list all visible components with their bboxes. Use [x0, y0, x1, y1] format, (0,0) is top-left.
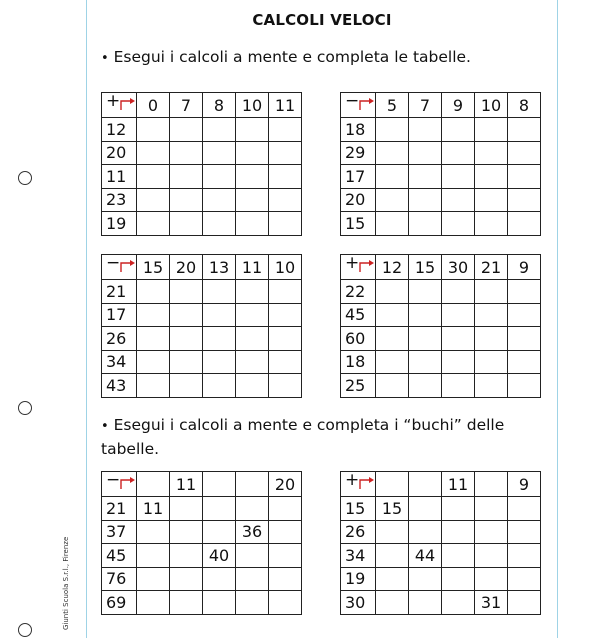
answer-cell[interactable] — [236, 327, 269, 351]
header-cell — [203, 472, 236, 497]
answer-cell[interactable] — [376, 212, 409, 236]
header-cell — [236, 472, 269, 497]
answer-cell[interactable] — [269, 591, 302, 615]
answer-cell[interactable] — [442, 280, 475, 304]
header-cell: 13 — [203, 255, 236, 280]
answer-cell[interactable] — [508, 188, 541, 212]
answer-cell[interactable] — [409, 165, 442, 189]
answer-cell[interactable] — [475, 520, 508, 544]
answer-cell[interactable] — [137, 280, 170, 304]
header-cell: 9 — [508, 472, 541, 497]
header-cell: 30 — [442, 255, 475, 280]
row-operand-cell: 12 — [102, 118, 137, 142]
answer-cell[interactable]: 36 — [236, 520, 269, 544]
answer-cell[interactable]: 44 — [409, 544, 442, 568]
answer-cell[interactable] — [376, 118, 409, 142]
header-cell — [137, 472, 170, 497]
header-cell: 11 — [442, 472, 475, 497]
operator-cell — [102, 472, 137, 497]
publisher-credit: Giunti Scuola S.r.l., Firenze — [62, 536, 70, 630]
answer-cell[interactable] — [269, 374, 302, 398]
table-header-row — [341, 472, 541, 497]
answer-cell[interactable] — [376, 165, 409, 189]
answer-cell[interactable] — [442, 544, 475, 568]
binder-hole — [18, 623, 32, 637]
table-row — [102, 591, 302, 615]
answer-cell[interactable] — [475, 327, 508, 351]
answer-cell[interactable] — [508, 374, 541, 398]
instruction-2-text: Esegui i calcoli a mente e completa i “buchi” delle tabelle. — [101, 416, 505, 458]
answer-cell[interactable] — [376, 544, 409, 568]
answer-cell[interactable] — [475, 497, 508, 521]
row-operand-cell: 60 — [341, 327, 376, 351]
answer-cell[interactable] — [137, 165, 170, 189]
row-operand-cell: 18 — [341, 350, 376, 374]
instruction-1-text: Esegui i calcoli a mente e completa le tabelle. — [113, 48, 471, 66]
answer-cell[interactable] — [170, 303, 203, 327]
answer-cell[interactable] — [508, 520, 541, 544]
answer-cell[interactable] — [409, 497, 442, 521]
header-cell: 21 — [475, 255, 508, 280]
table-row — [341, 303, 541, 327]
answer-cell[interactable] — [203, 327, 236, 351]
row-operand-cell: 22 — [341, 280, 376, 304]
answer-cell[interactable] — [508, 567, 541, 591]
answer-cell[interactable] — [442, 303, 475, 327]
operator-symbol — [106, 255, 136, 275]
answer-cell[interactable] — [475, 280, 508, 304]
answer-cell[interactable] — [376, 327, 409, 351]
table-row — [341, 212, 541, 236]
table-row — [341, 497, 541, 521]
answer-cell[interactable] — [203, 520, 236, 544]
row-operand-cell: 29 — [341, 141, 376, 165]
row-operand-cell: 34 — [341, 544, 376, 568]
answer-cell[interactable] — [137, 350, 170, 374]
row-operand-cell: 17 — [102, 303, 137, 327]
answer-cell[interactable] — [203, 212, 236, 236]
answer-cell[interactable] — [269, 188, 302, 212]
row-operand-cell: 17 — [341, 165, 376, 189]
answer-cell[interactable] — [236, 544, 269, 568]
table-row — [102, 303, 302, 327]
arrow-right-icon — [119, 259, 137, 273]
answer-cell[interactable] — [137, 567, 170, 591]
row-operand-cell: 34 — [102, 350, 137, 374]
answer-cell[interactable] — [409, 567, 442, 591]
table-row — [102, 327, 302, 351]
answer-cell[interactable] — [508, 303, 541, 327]
table-row — [341, 188, 541, 212]
calc-table-1 — [101, 92, 302, 236]
bullet: • — [101, 419, 109, 434]
answer-cell[interactable] — [203, 165, 236, 189]
row-operand-cell: 19 — [341, 567, 376, 591]
row-operand-cell: 20 — [341, 188, 376, 212]
answer-cell[interactable] — [475, 374, 508, 398]
answer-cell[interactable] — [508, 165, 541, 189]
row-operand-cell: 23 — [102, 188, 137, 212]
answer-cell[interactable] — [409, 280, 442, 304]
answer-cell[interactable] — [376, 280, 409, 304]
header-cell — [376, 472, 409, 497]
header-cell: 15 — [137, 255, 170, 280]
row-operand-cell: 37 — [102, 520, 137, 544]
answer-cell[interactable] — [508, 327, 541, 351]
table-row — [341, 118, 541, 142]
operator-cell — [341, 93, 376, 118]
operator-sign: − — [345, 91, 360, 111]
answer-cell[interactable] — [269, 141, 302, 165]
answer-cell[interactable] — [269, 350, 302, 374]
answer-cell[interactable] — [203, 118, 236, 142]
answer-cell[interactable]: 40 — [203, 544, 236, 568]
answer-cell[interactable] — [170, 544, 203, 568]
operator-symbol — [345, 93, 375, 113]
answer-cell[interactable] — [203, 497, 236, 521]
answer-cell[interactable] — [376, 567, 409, 591]
answer-cell[interactable] — [236, 141, 269, 165]
answer-cell[interactable] — [376, 303, 409, 327]
operator-cell — [102, 93, 137, 118]
answer-cell[interactable] — [409, 591, 442, 615]
answer-cell[interactable] — [137, 327, 170, 351]
row-operand-cell: 18 — [341, 118, 376, 142]
answer-cell[interactable] — [236, 212, 269, 236]
calc-table-5 — [101, 471, 302, 615]
operator-cell — [102, 255, 137, 280]
table-header-row — [341, 93, 541, 118]
table-row — [341, 591, 541, 615]
answer-cell[interactable] — [475, 212, 508, 236]
answer-cell[interactable] — [137, 212, 170, 236]
row-operand-cell: 21 — [102, 280, 137, 304]
answer-cell[interactable] — [137, 374, 170, 398]
answer-cell[interactable] — [236, 374, 269, 398]
answer-cell[interactable] — [508, 591, 541, 615]
answer-cell[interactable] — [409, 118, 442, 142]
answer-cell[interactable] — [236, 188, 269, 212]
answer-cell[interactable] — [170, 497, 203, 521]
answer-cell[interactable] — [376, 350, 409, 374]
header-cell: 10 — [236, 93, 269, 118]
operator-symbol — [106, 93, 136, 113]
answer-cell[interactable] — [475, 118, 508, 142]
table-row — [102, 374, 302, 398]
row-operand-cell: 19 — [102, 212, 137, 236]
answer-cell[interactable] — [508, 350, 541, 374]
instruction-2 — [101, 414, 546, 460]
answer-cell[interactable] — [508, 544, 541, 568]
answer-cell[interactable] — [409, 350, 442, 374]
answer-cell[interactable] — [442, 188, 475, 212]
answer-cell[interactable] — [236, 591, 269, 615]
row-operand-cell: 26 — [341, 520, 376, 544]
table-row — [102, 280, 302, 304]
answer-cell[interactable] — [137, 520, 170, 544]
answer-cell[interactable] — [203, 141, 236, 165]
answer-cell[interactable] — [203, 374, 236, 398]
answer-cell[interactable] — [508, 280, 541, 304]
row-operand-cell: 21 — [102, 497, 137, 521]
answer-cell[interactable] — [475, 188, 508, 212]
operator-sign: + — [106, 91, 121, 111]
arrow-right-icon — [119, 476, 137, 490]
answer-cell[interactable] — [203, 188, 236, 212]
answer-cell[interactable] — [236, 118, 269, 142]
header-cell — [409, 472, 442, 497]
answer-cell[interactable] — [137, 188, 170, 212]
table-row — [341, 520, 541, 544]
header-cell: 0 — [137, 93, 170, 118]
table-row — [102, 118, 302, 142]
answer-cell[interactable] — [170, 141, 203, 165]
answer-cell[interactable] — [475, 165, 508, 189]
answer-cell[interactable] — [236, 567, 269, 591]
table-row — [102, 497, 302, 521]
answer-cell[interactable] — [170, 188, 203, 212]
answer-cell[interactable] — [203, 567, 236, 591]
table-row — [102, 567, 302, 591]
operator-cell — [341, 472, 376, 497]
answer-cell[interactable] — [409, 188, 442, 212]
answer-cell[interactable] — [236, 280, 269, 304]
answer-cell[interactable] — [203, 303, 236, 327]
answer-cell[interactable]: 11 — [137, 497, 170, 521]
row-operand-cell: 45 — [341, 303, 376, 327]
table-row — [341, 327, 541, 351]
answer-cell[interactable] — [203, 591, 236, 615]
answer-cell[interactable] — [508, 212, 541, 236]
answer-cell[interactable] — [203, 280, 236, 304]
table-row — [102, 141, 302, 165]
header-cell: 10 — [269, 255, 302, 280]
answer-cell[interactable] — [376, 591, 409, 615]
answer-cell[interactable] — [170, 350, 203, 374]
answer-cell[interactable] — [475, 544, 508, 568]
answer-cell[interactable] — [442, 212, 475, 236]
header-cell: 11 — [236, 255, 269, 280]
operator-symbol — [345, 472, 375, 492]
answer-cell[interactable] — [409, 141, 442, 165]
answer-cell[interactable] — [442, 350, 475, 374]
answer-cell[interactable] — [170, 520, 203, 544]
row-operand-cell: 76 — [102, 567, 137, 591]
answer-cell[interactable] — [170, 280, 203, 304]
answer-cell[interactable] — [409, 212, 442, 236]
operator-symbol — [106, 472, 136, 492]
table-header-row — [102, 255, 302, 280]
answer-cell[interactable] — [376, 141, 409, 165]
header-cell: 5 — [376, 93, 409, 118]
answer-cell[interactable] — [475, 141, 508, 165]
header-cell — [475, 472, 508, 497]
calc-table-4 — [340, 254, 541, 398]
answer-cell[interactable] — [170, 327, 203, 351]
answer-cell[interactable] — [137, 303, 170, 327]
answer-cell[interactable] — [170, 591, 203, 615]
row-operand-cell: 25 — [341, 374, 376, 398]
answer-cell[interactable] — [170, 212, 203, 236]
calc-table-6 — [340, 471, 541, 615]
answer-cell[interactable] — [269, 327, 302, 351]
answer-cell[interactable] — [409, 327, 442, 351]
header-cell: 11 — [269, 93, 302, 118]
answer-cell[interactable] — [137, 141, 170, 165]
answer-cell[interactable] — [475, 350, 508, 374]
arrow-right-icon — [358, 259, 376, 273]
table-row — [341, 350, 541, 374]
instruction-1 — [101, 46, 546, 70]
header-cell: 20 — [269, 472, 302, 497]
answer-cell[interactable] — [376, 374, 409, 398]
table-row — [102, 165, 302, 189]
answer-cell[interactable]: 31 — [475, 591, 508, 615]
table-row — [102, 520, 302, 544]
header-cell: 12 — [376, 255, 409, 280]
binder-hole — [18, 401, 32, 415]
header-cell: 8 — [203, 93, 236, 118]
answer-cell[interactable] — [442, 520, 475, 544]
answer-cell[interactable] — [170, 567, 203, 591]
answer-cell[interactable] — [409, 520, 442, 544]
answer-cell[interactable] — [475, 567, 508, 591]
answer-cell[interactable] — [442, 327, 475, 351]
row-operand-cell: 30 — [341, 591, 376, 615]
answer-cell[interactable] — [376, 520, 409, 544]
table-row — [102, 188, 302, 212]
arrow-right-icon — [119, 97, 137, 111]
answer-cell[interactable] — [137, 544, 170, 568]
table-row — [341, 544, 541, 568]
answer-cell[interactable] — [475, 303, 508, 327]
operator-sign: − — [106, 470, 121, 490]
answer-cell[interactable] — [269, 280, 302, 304]
header-cell: 11 — [170, 472, 203, 497]
operator-sign: + — [345, 470, 360, 490]
answer-cell[interactable] — [508, 497, 541, 521]
table-row — [102, 350, 302, 374]
table-row — [341, 374, 541, 398]
answer-cell[interactable] — [170, 165, 203, 189]
table-header-row — [102, 472, 302, 497]
arrow-right-icon — [358, 476, 376, 490]
operator-cell — [341, 255, 376, 280]
answer-cell[interactable] — [269, 544, 302, 568]
operator-symbol — [345, 255, 375, 275]
table-row — [341, 280, 541, 304]
answer-cell[interactable] — [170, 118, 203, 142]
table-row — [102, 544, 302, 568]
row-operand-cell: 26 — [102, 327, 137, 351]
arrow-right-icon — [358, 97, 376, 111]
binder-hole — [18, 171, 32, 185]
answer-cell[interactable] — [236, 303, 269, 327]
answer-cell[interactable] — [137, 591, 170, 615]
row-operand-cell: 43 — [102, 374, 137, 398]
answer-cell[interactable] — [269, 303, 302, 327]
answer-cell[interactable] — [376, 188, 409, 212]
table-header-row — [341, 255, 541, 280]
header-cell: 15 — [409, 255, 442, 280]
answer-cell[interactable] — [269, 165, 302, 189]
answer-cell[interactable] — [236, 350, 269, 374]
answer-cell[interactable] — [269, 520, 302, 544]
answer-cell[interactable] — [442, 497, 475, 521]
answer-cell[interactable] — [236, 165, 269, 189]
row-operand-cell: 15 — [341, 212, 376, 236]
answer-cell[interactable] — [442, 165, 475, 189]
answer-cell[interactable] — [269, 567, 302, 591]
header-cell: 9 — [508, 255, 541, 280]
operator-sign: − — [106, 253, 121, 273]
header-cell: 10 — [475, 93, 508, 118]
answer-cell[interactable] — [203, 350, 236, 374]
answer-cell[interactable] — [137, 118, 170, 142]
row-operand-cell: 11 — [102, 165, 137, 189]
answer-cell[interactable] — [508, 141, 541, 165]
table-row — [102, 212, 302, 236]
answer-cell[interactable] — [442, 141, 475, 165]
answer-cell[interactable]: 15 — [376, 497, 409, 521]
header-cell: 7 — [409, 93, 442, 118]
bullet: • — [101, 51, 109, 66]
row-operand-cell: 45 — [102, 544, 137, 568]
answer-cell[interactable] — [442, 118, 475, 142]
header-cell: 8 — [508, 93, 541, 118]
answer-cell[interactable] — [409, 303, 442, 327]
answer-cell[interactable] — [442, 374, 475, 398]
answer-cell[interactable] — [442, 567, 475, 591]
table-row — [341, 141, 541, 165]
answer-cell[interactable] — [508, 118, 541, 142]
operator-sign: + — [345, 253, 360, 273]
answer-cell[interactable] — [409, 374, 442, 398]
header-cell: 20 — [170, 255, 203, 280]
table-header-row — [102, 93, 302, 118]
header-cell: 7 — [170, 93, 203, 118]
calc-table-3 — [101, 254, 302, 398]
row-operand-cell: 15 — [341, 497, 376, 521]
header-cell: 9 — [442, 93, 475, 118]
answer-cell[interactable] — [269, 497, 302, 521]
answer-cell[interactable] — [236, 497, 269, 521]
table-row — [341, 165, 541, 189]
answer-cell[interactable] — [269, 118, 302, 142]
row-operand-cell: 20 — [102, 141, 137, 165]
answer-cell[interactable] — [269, 212, 302, 236]
answer-cell[interactable] — [170, 374, 203, 398]
answer-cell[interactable] — [442, 591, 475, 615]
calc-table-2 — [340, 92, 541, 236]
page-title: CALCOLI VELOCI — [252, 11, 392, 29]
table-row — [341, 567, 541, 591]
row-operand-cell: 69 — [102, 591, 137, 615]
